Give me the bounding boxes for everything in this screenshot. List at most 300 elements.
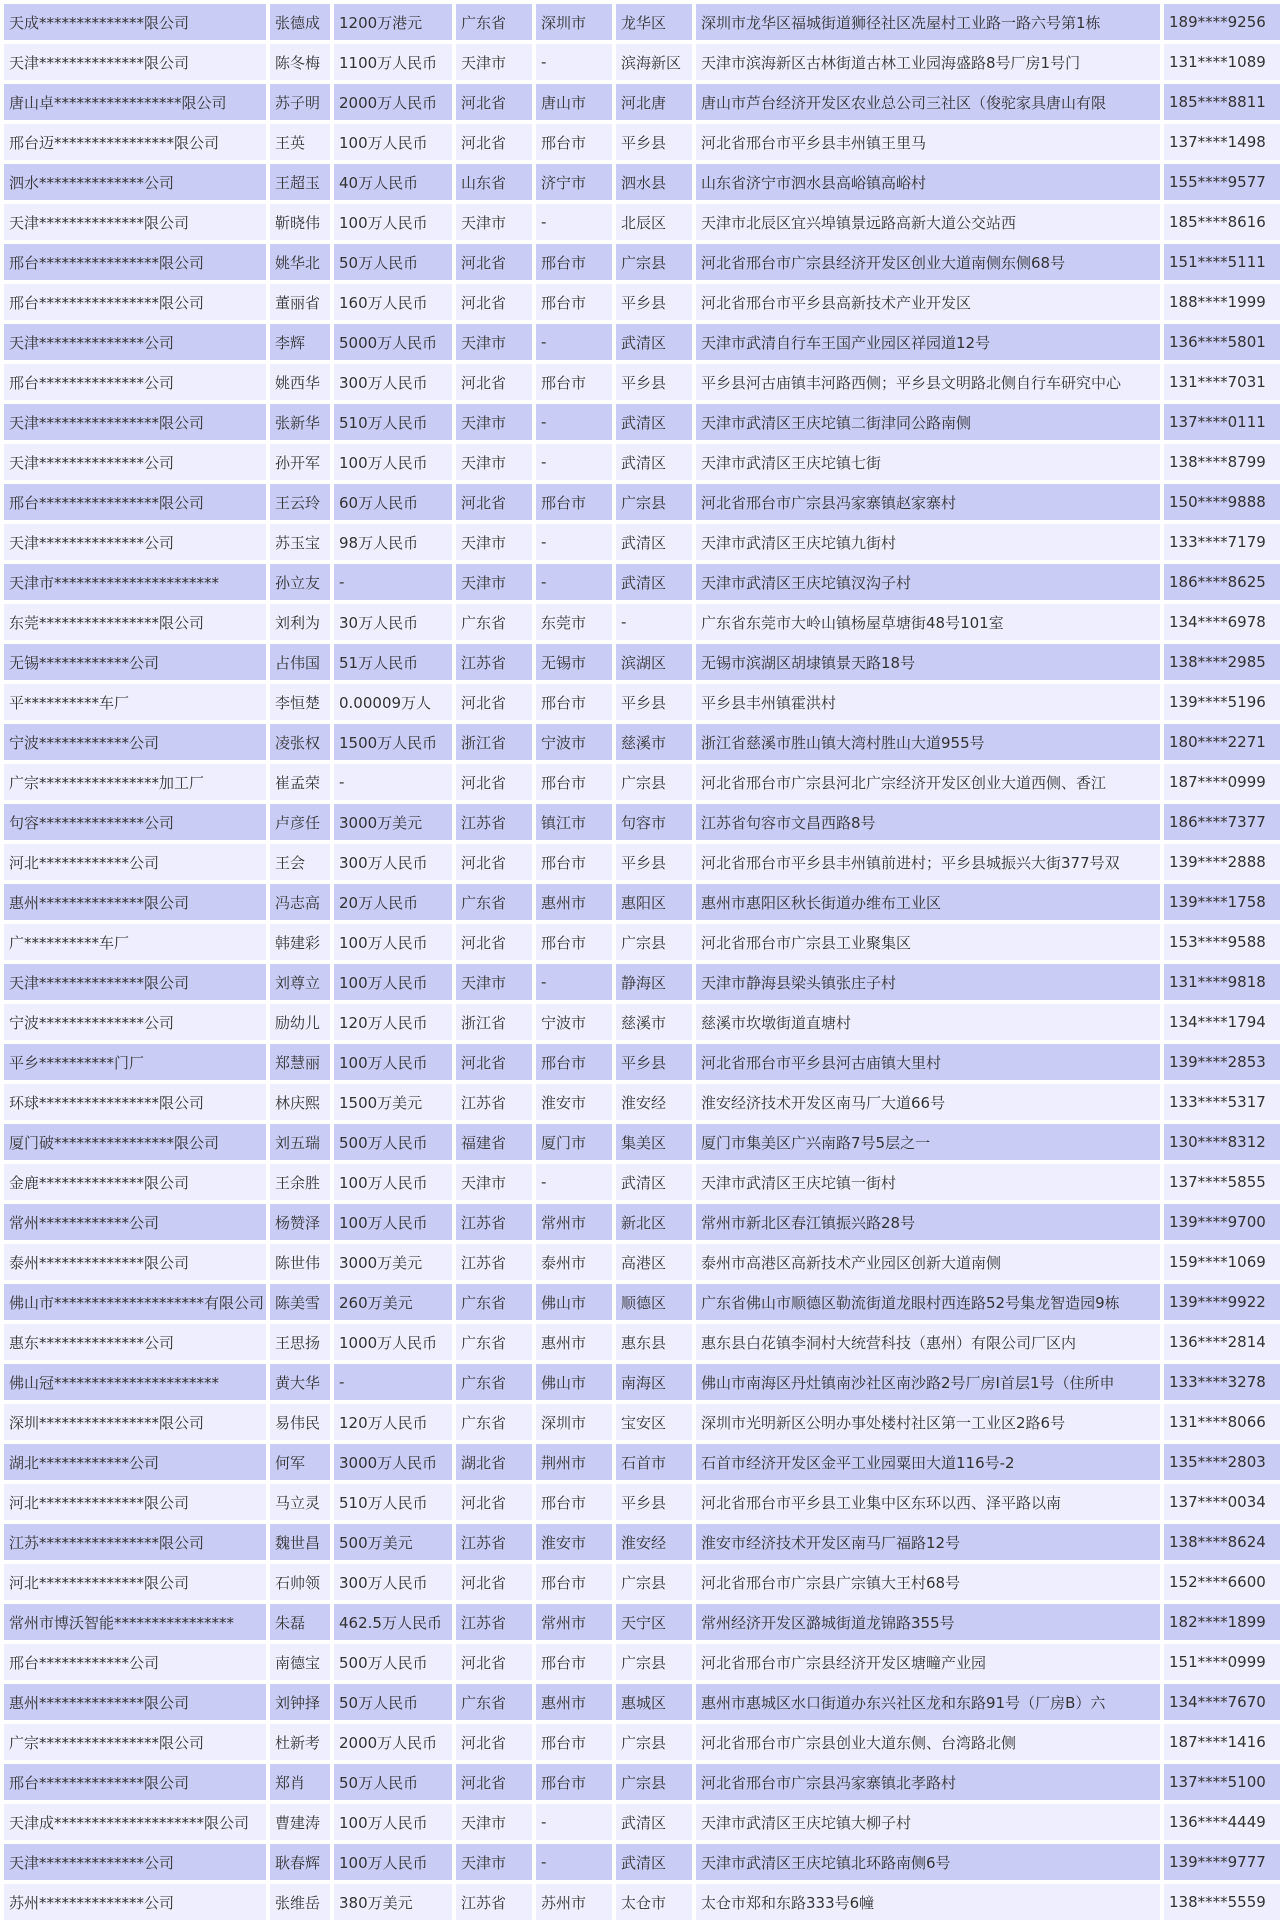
company-name-cell: 天津**************限公司 [4, 204, 266, 240]
district-cell: 广宗县 [616, 244, 692, 280]
address-cell: 泰州市高港区高新技术产业园区创新大道南侧 [696, 1244, 1160, 1280]
registered-capital-cell: 1000万人民币 [334, 1324, 452, 1360]
district-cell: 平乡县 [616, 364, 692, 400]
company-name-cell: 湖北************公司 [4, 1444, 266, 1480]
contact-person-cell: 陈美雪 [270, 1284, 330, 1320]
contact-person-cell: 石帅领 [270, 1564, 330, 1600]
province-cell: 天津市 [456, 964, 532, 1000]
phone-cell: 189****9256 [1164, 4, 1280, 40]
registered-capital-cell: 510万人民币 [334, 1484, 452, 1520]
table-row [4, 1364, 1280, 1400]
phone-cell: 131****7031 [1164, 364, 1280, 400]
province-cell: 广东省 [456, 4, 532, 40]
company-name-cell: 邢台****************限公司 [4, 484, 266, 520]
province-cell: 河北省 [456, 484, 532, 520]
city-cell: 邢台市 [536, 1484, 612, 1520]
registered-capital-cell: - [334, 564, 452, 600]
registered-capital-cell: 100万人民币 [334, 1804, 452, 1840]
address-cell: 河北省邢台市平乡县丰州镇王里马 [696, 124, 1160, 160]
district-cell: 淮安经 [616, 1524, 692, 1560]
contact-person-cell: 姚华北 [270, 244, 330, 280]
district-cell: 宝安区 [616, 1404, 692, 1440]
company-name-cell: 天成**************限公司 [4, 4, 266, 40]
registered-capital-cell: 2000万人民币 [334, 1724, 452, 1760]
contact-person-cell: 耿春辉 [270, 1844, 330, 1880]
phone-cell: 137****0034 [1164, 1484, 1280, 1520]
city-cell: 邢台市 [536, 1044, 612, 1080]
contact-person-cell: 王余胜 [270, 1164, 330, 1200]
city-cell: 济宁市 [536, 164, 612, 200]
table-row [4, 364, 1280, 400]
city-cell: 惠州市 [536, 1684, 612, 1720]
table-row [4, 484, 1280, 520]
contact-person-cell: 孙立友 [270, 564, 330, 600]
table-row [4, 1884, 1280, 1920]
province-cell: 湖北省 [456, 1444, 532, 1480]
district-cell: 广宗县 [616, 1644, 692, 1680]
address-cell: 河北省邢台市平乡县丰州镇前进村；平乡县城振兴大街377号双 [696, 844, 1160, 880]
address-cell: 天津市北辰区宜兴埠镇景远路高新大道公交站西 [696, 204, 1160, 240]
district-cell: 广宗县 [616, 484, 692, 520]
phone-cell: 136****4449 [1164, 1804, 1280, 1840]
city-cell: 深圳市 [536, 1404, 612, 1440]
table-row [4, 1324, 1280, 1360]
company-name-cell: 邢台****************限公司 [4, 244, 266, 280]
address-cell: 无锡市滨湖区胡埭镇景天路18号 [696, 644, 1160, 680]
phone-cell: 139****5196 [1164, 684, 1280, 720]
contact-person-cell: 王思扬 [270, 1324, 330, 1360]
district-cell: 平乡县 [616, 684, 692, 720]
phone-cell: 131****1089 [1164, 44, 1280, 80]
phone-cell: 137****5100 [1164, 1764, 1280, 1800]
table-row [4, 1564, 1280, 1600]
contact-person-cell: 王云玲 [270, 484, 330, 520]
registered-capital-cell: 380万美元 [334, 1884, 452, 1920]
city-cell: 淮安市 [536, 1524, 612, 1560]
registered-capital-cell: 300万人民币 [334, 364, 452, 400]
city-cell: 镇江市 [536, 804, 612, 840]
phone-cell: 186****7377 [1164, 804, 1280, 840]
address-cell: 河北省邢台市平乡县高新技术产业开发区 [696, 284, 1160, 320]
contact-person-cell: 陈世伟 [270, 1244, 330, 1280]
table-row [4, 1444, 1280, 1480]
table-row [4, 644, 1280, 680]
contact-person-cell: 姚西华 [270, 364, 330, 400]
phone-cell: 151****5111 [1164, 244, 1280, 280]
company-name-cell: 天津**************公司 [4, 524, 266, 560]
province-cell: 山东省 [456, 164, 532, 200]
city-cell: - [536, 204, 612, 240]
registered-capital-cell: 1100万人民币 [334, 44, 452, 80]
address-cell: 河北省邢台市广宗县经济开发区塘疃产业园 [696, 1644, 1160, 1680]
table-row [4, 1724, 1280, 1760]
district-cell: 惠阳区 [616, 884, 692, 920]
city-cell: 邢台市 [536, 844, 612, 880]
phone-cell: 185****8616 [1164, 204, 1280, 240]
company-name-cell: 天津**************公司 [4, 324, 266, 360]
phone-cell: 186****8625 [1164, 564, 1280, 600]
city-cell: - [536, 1804, 612, 1840]
contact-person-cell: 占伟国 [270, 644, 330, 680]
district-cell: 武清区 [616, 564, 692, 600]
table-row [4, 1204, 1280, 1240]
contact-person-cell: 凌张权 [270, 724, 330, 760]
district-cell: 淮安经 [616, 1084, 692, 1120]
contact-person-cell: 李恒楚 [270, 684, 330, 720]
registered-capital-cell: 30万人民币 [334, 604, 452, 640]
registered-capital-cell: 100万人民币 [334, 924, 452, 960]
phone-cell: 137****5855 [1164, 1164, 1280, 1200]
phone-cell: 150****9888 [1164, 484, 1280, 520]
table-row [4, 1524, 1280, 1560]
company-name-cell: 邢台**************限公司 [4, 1764, 266, 1800]
province-cell: 河北省 [456, 124, 532, 160]
table-row [4, 1804, 1280, 1840]
registered-capital-cell: 1200万港元 [334, 4, 452, 40]
table-row [4, 1764, 1280, 1800]
address-cell: 天津市滨海新区古林街道古林工业园海盛路8号厂房1号门 [696, 44, 1160, 80]
phone-cell: 185****8811 [1164, 84, 1280, 120]
phone-cell: 133****3278 [1164, 1364, 1280, 1400]
table-row [4, 1124, 1280, 1160]
address-cell: 唐山市芦台经济开发区农业总公司三社区（俊驼家具唐山有限 [696, 84, 1160, 120]
contact-person-cell: 王英 [270, 124, 330, 160]
registered-capital-cell: 100万人民币 [334, 1044, 452, 1080]
province-cell: 浙江省 [456, 724, 532, 760]
address-cell: 天津市武清区王庆坨镇汊沟子村 [696, 564, 1160, 600]
province-cell: 广东省 [456, 604, 532, 640]
registered-capital-cell: 2000万人民币 [334, 84, 452, 120]
table-row [4, 684, 1280, 720]
city-cell: 邢台市 [536, 764, 612, 800]
registered-capital-cell: 51万人民币 [334, 644, 452, 680]
province-cell: 河北省 [456, 284, 532, 320]
phone-cell: 138****8799 [1164, 444, 1280, 480]
table-row [4, 444, 1280, 480]
city-cell: - [536, 404, 612, 440]
contact-person-cell: 郑慧丽 [270, 1044, 330, 1080]
address-cell: 惠州市惠城区水口街道办东兴社区龙和东路91号（厂房B）六 [696, 1684, 1160, 1720]
province-cell: 天津市 [456, 324, 532, 360]
phone-cell: 139****2853 [1164, 1044, 1280, 1080]
registered-capital-cell: 50万人民币 [334, 1684, 452, 1720]
district-cell: 高港区 [616, 1244, 692, 1280]
province-cell: 河北省 [456, 84, 532, 120]
company-name-cell: 江苏****************限公司 [4, 1524, 266, 1560]
district-cell: 广宗县 [616, 924, 692, 960]
table-row [4, 404, 1280, 440]
phone-cell: 138****2985 [1164, 644, 1280, 680]
province-cell: 江苏省 [456, 644, 532, 680]
table-row [4, 1004, 1280, 1040]
contact-person-cell: 刘利为 [270, 604, 330, 640]
registered-capital-cell: 3000万人民币 [334, 1444, 452, 1480]
company-name-cell: 惠州**************限公司 [4, 884, 266, 920]
company-name-cell: 天津市********************** [4, 564, 266, 600]
city-cell: 常州市 [536, 1204, 612, 1240]
contact-person-cell: 林庆熙 [270, 1084, 330, 1120]
registered-capital-cell: 100万人民币 [334, 124, 452, 160]
district-cell: 惠城区 [616, 1684, 692, 1720]
phone-cell: 136****2814 [1164, 1324, 1280, 1360]
contact-person-cell: 韩建彩 [270, 924, 330, 960]
city-cell: 常州市 [536, 1604, 612, 1640]
district-cell: 河北唐 [616, 84, 692, 120]
company-name-cell: 广**********车厂 [4, 924, 266, 960]
company-name-cell: 邢台****************限公司 [4, 284, 266, 320]
address-cell: 河北省邢台市平乡县河古庙镇大里村 [696, 1044, 1160, 1080]
table-row [4, 1684, 1280, 1720]
table-row [4, 1844, 1280, 1880]
district-cell: 武清区 [616, 404, 692, 440]
company-name-cell: 平**********车厂 [4, 684, 266, 720]
address-cell: 深圳市光明新区公明办事处楼村社区第一工业区2路6号 [696, 1404, 1160, 1440]
city-cell: 邢台市 [536, 244, 612, 280]
company-name-cell: 广宗****************限公司 [4, 1724, 266, 1760]
district-cell: 集美区 [616, 1124, 692, 1160]
registered-capital-cell: 300万人民币 [334, 844, 452, 880]
address-cell: 惠州市惠阳区秋长街道办维布工业区 [696, 884, 1160, 920]
registered-capital-cell: 510万人民币 [334, 404, 452, 440]
address-cell: 淮安市经济技术开发区南马厂福路12号 [696, 1524, 1160, 1560]
phone-cell: 134****6978 [1164, 604, 1280, 640]
district-cell: 武清区 [616, 524, 692, 560]
phone-cell: 151****0999 [1164, 1644, 1280, 1680]
registered-capital-cell: 160万人民币 [334, 284, 452, 320]
address-cell: 广东省东莞市大岭山镇杨屋草塘街48号101室 [696, 604, 1160, 640]
company-name-cell: 惠东**************公司 [4, 1324, 266, 1360]
phone-cell: 159****1069 [1164, 1244, 1280, 1280]
city-cell: - [536, 564, 612, 600]
city-cell: 深圳市 [536, 4, 612, 40]
city-cell: 荆州市 [536, 1444, 612, 1480]
table-row [4, 884, 1280, 920]
address-cell: 河北省邢台市广宗县河北广宗经济开发区创业大道西侧、香江 [696, 764, 1160, 800]
city-cell: 邢台市 [536, 1764, 612, 1800]
address-cell: 平乡县河古庙镇丰河路西侧；平乡县文明路北侧自行车研究中心 [696, 364, 1160, 400]
contact-person-cell: 王超玉 [270, 164, 330, 200]
province-cell: 广东省 [456, 1684, 532, 1720]
address-cell: 河北省邢台市广宗县冯家寨镇北孝路村 [696, 1764, 1160, 1800]
city-cell: 邢台市 [536, 924, 612, 960]
registered-capital-cell: 100万人民币 [334, 444, 452, 480]
address-cell: 河北省邢台市广宗县工业聚集区 [696, 924, 1160, 960]
city-cell: 苏州市 [536, 1884, 612, 1920]
phone-cell: 137****0111 [1164, 404, 1280, 440]
province-cell: 河北省 [456, 1044, 532, 1080]
company-name-cell: 句容**************公司 [4, 804, 266, 840]
company-name-cell: 佛山冠********************** [4, 1364, 266, 1400]
company-name-cell: 唐山卓*****************限公司 [4, 84, 266, 120]
province-cell: 河北省 [456, 1644, 532, 1680]
district-cell: 广宗县 [616, 1564, 692, 1600]
address-cell: 河北省邢台市广宗县广宗镇大王村68号 [696, 1564, 1160, 1600]
company-name-cell: 泰州**************限公司 [4, 1244, 266, 1280]
address-cell: 山东省济宁市泗水县高峪镇高峪村 [696, 164, 1160, 200]
address-cell: 江苏省句容市文昌西路8号 [696, 804, 1160, 840]
company-name-cell: 环球****************限公司 [4, 1084, 266, 1120]
province-cell: 天津市 [456, 564, 532, 600]
city-cell: 邢台市 [536, 364, 612, 400]
province-cell: 浙江省 [456, 1004, 532, 1040]
address-cell: 慈溪市坎墩街道直塘村 [696, 1004, 1160, 1040]
table-row [4, 1044, 1280, 1080]
address-cell: 天津市武清区王庆坨镇北环路南侧6号 [696, 1844, 1160, 1880]
phone-cell: 137****1498 [1164, 124, 1280, 160]
phone-cell: 135****2803 [1164, 1444, 1280, 1480]
address-cell: 天津市武清区王庆坨镇一街村 [696, 1164, 1160, 1200]
contact-person-cell: 冯志高 [270, 884, 330, 920]
address-cell: 石首市经济开发区金平工业园粟田大道116号-2 [696, 1444, 1160, 1480]
company-name-cell: 河北**************限公司 [4, 1564, 266, 1600]
phone-cell: 136****5801 [1164, 324, 1280, 360]
company-name-cell: 惠州**************限公司 [4, 1684, 266, 1720]
phone-cell: 153****9588 [1164, 924, 1280, 960]
registered-capital-cell: 98万人民币 [334, 524, 452, 560]
table-row [4, 724, 1280, 760]
company-name-cell: 宁波**************公司 [4, 1004, 266, 1040]
phone-cell: 155****9577 [1164, 164, 1280, 200]
table-row [4, 84, 1280, 120]
city-cell: 无锡市 [536, 644, 612, 680]
contact-person-cell: 卢彦任 [270, 804, 330, 840]
table-row [4, 804, 1280, 840]
address-cell: 天津市武清区王庆坨镇九街村 [696, 524, 1160, 560]
table-row [4, 1404, 1280, 1440]
address-cell: 淮安经济技术开发区南马厂大道66号 [696, 1084, 1160, 1120]
address-cell: 河北省邢台市平乡县工业集中区东环以西、泽平路以南 [696, 1484, 1160, 1520]
table-row [4, 324, 1280, 360]
company-name-cell: 天津**************限公司 [4, 964, 266, 1000]
company-name-cell: 邢台迈****************限公司 [4, 124, 266, 160]
city-cell: - [536, 524, 612, 560]
company-name-cell: 天津**************公司 [4, 1844, 266, 1880]
table-row [4, 164, 1280, 200]
registered-capital-cell: 260万美元 [334, 1284, 452, 1320]
province-cell: 河北省 [456, 364, 532, 400]
district-cell: 平乡县 [616, 124, 692, 160]
contact-person-cell: 杜新考 [270, 1724, 330, 1760]
table-row [4, 844, 1280, 880]
contact-person-cell: 张新华 [270, 404, 330, 440]
district-cell: 石首市 [616, 1444, 692, 1480]
city-cell: - [536, 44, 612, 80]
district-cell: 龙华区 [616, 4, 692, 40]
province-cell: 天津市 [456, 1164, 532, 1200]
district-cell: 滨湖区 [616, 644, 692, 680]
contact-person-cell: 曹建涛 [270, 1804, 330, 1840]
province-cell: 河北省 [456, 1484, 532, 1520]
contact-person-cell: 刘五瑞 [270, 1124, 330, 1160]
table-row [4, 4, 1280, 40]
contact-person-cell: 刘钟择 [270, 1684, 330, 1720]
province-cell: 河北省 [456, 1724, 532, 1760]
province-cell: 福建省 [456, 1124, 532, 1160]
table-row [4, 244, 1280, 280]
city-cell: 邢台市 [536, 1644, 612, 1680]
contact-person-cell: 励幼儿 [270, 1004, 330, 1040]
table-row [4, 964, 1280, 1000]
phone-cell: 138****5559 [1164, 1884, 1280, 1920]
district-cell: - [616, 604, 692, 640]
address-cell: 河北省邢台市广宗县创业大道东侧、台湾路北侧 [696, 1724, 1160, 1760]
address-cell: 太仓市郑和东路333号6幢 [696, 1884, 1160, 1920]
address-cell: 厦门市集美区广兴南路7号5层之一 [696, 1124, 1160, 1160]
city-cell: 泰州市 [536, 1244, 612, 1280]
province-cell: 广东省 [456, 1404, 532, 1440]
table-row [4, 124, 1280, 160]
table-row [4, 564, 1280, 600]
company-name-cell: 平乡**********门厂 [4, 1044, 266, 1080]
district-cell: 平乡县 [616, 1044, 692, 1080]
address-cell: 天津市静海县梁头镇张庄子村 [696, 964, 1160, 1000]
phone-cell: 152****6600 [1164, 1564, 1280, 1600]
phone-cell: 139****9700 [1164, 1204, 1280, 1240]
company-name-cell: 苏州**************公司 [4, 1884, 266, 1920]
district-cell: 广宗县 [616, 1724, 692, 1760]
district-cell: 慈溪市 [616, 724, 692, 760]
address-cell: 平乡县丰州镇霍洪村 [696, 684, 1160, 720]
company-name-cell: 无锡************公司 [4, 644, 266, 680]
phone-cell: 133****5317 [1164, 1084, 1280, 1120]
city-cell: 惠州市 [536, 1324, 612, 1360]
district-cell: 句容市 [616, 804, 692, 840]
contact-person-cell: 易伟民 [270, 1404, 330, 1440]
contact-person-cell: 魏世昌 [270, 1524, 330, 1560]
city-cell: 宁波市 [536, 724, 612, 760]
registered-capital-cell: 20万人民币 [334, 884, 452, 920]
city-cell: - [536, 1164, 612, 1200]
company-name-cell: 泗水**************公司 [4, 164, 266, 200]
registered-capital-cell: 3000万美元 [334, 1244, 452, 1280]
address-cell: 佛山市南海区丹灶镇南沙社区南沙路2号厂房I首层1号（住所申 [696, 1364, 1160, 1400]
company-table-body [4, 4, 1280, 1920]
registered-capital-cell: 40万人民币 [334, 164, 452, 200]
contact-person-cell: 靳晓伟 [270, 204, 330, 240]
registered-capital-cell: 500万人民币 [334, 1124, 452, 1160]
phone-cell: 138****8624 [1164, 1524, 1280, 1560]
province-cell: 江苏省 [456, 1524, 532, 1560]
contact-person-cell: 王会 [270, 844, 330, 880]
city-cell: 厦门市 [536, 1124, 612, 1160]
district-cell: 南海区 [616, 1364, 692, 1400]
province-cell: 江苏省 [456, 1244, 532, 1280]
table-row [4, 924, 1280, 960]
company-name-cell: 广宗****************加工厂 [4, 764, 266, 800]
phone-cell: 187****1416 [1164, 1724, 1280, 1760]
company-name-cell: 河北**************限公司 [4, 1484, 266, 1520]
company-name-cell: 天津**************公司 [4, 444, 266, 480]
province-cell: 天津市 [456, 1844, 532, 1880]
district-cell: 新北区 [616, 1204, 692, 1240]
company-name-cell: 常州************公司 [4, 1204, 266, 1240]
phone-cell: 188****1999 [1164, 284, 1280, 320]
company-name-cell: 河北************公司 [4, 844, 266, 880]
table-row [4, 1084, 1280, 1120]
phone-cell: 139****1758 [1164, 884, 1280, 920]
district-cell: 惠东县 [616, 1324, 692, 1360]
district-cell: 慈溪市 [616, 1004, 692, 1040]
address-cell: 天津市武清区王庆坨镇大柳子村 [696, 1804, 1160, 1840]
province-cell: 天津市 [456, 44, 532, 80]
province-cell: 河北省 [456, 244, 532, 280]
province-cell: 江苏省 [456, 1204, 532, 1240]
address-cell: 河北省邢台市广宗县经济开发区创业大道南侧东侧68号 [696, 244, 1160, 280]
city-cell: 宁波市 [536, 1004, 612, 1040]
phone-cell: 134****7670 [1164, 1684, 1280, 1720]
address-cell: 常州经济开发区潞城街道龙锦路355号 [696, 1604, 1160, 1640]
province-cell: 广东省 [456, 1284, 532, 1320]
